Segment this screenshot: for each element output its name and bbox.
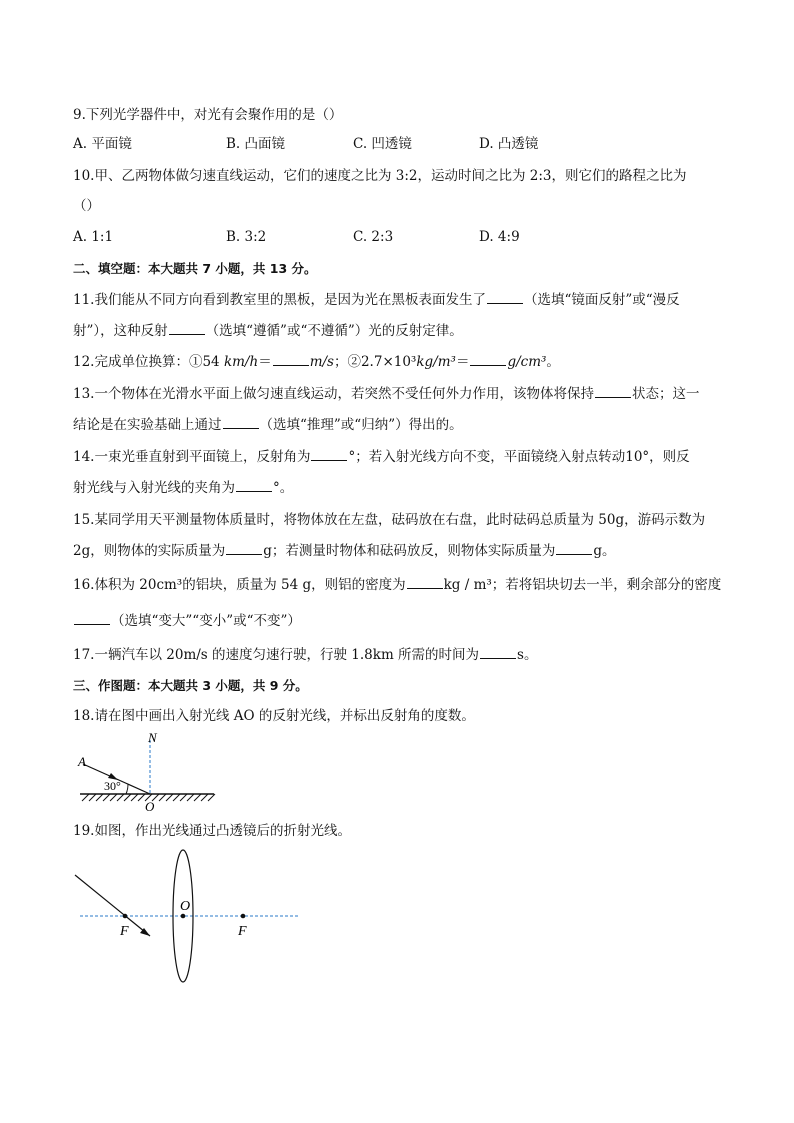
unit-g-cm3: g/cm³ bbox=[507, 354, 547, 370]
equals-sign: ＝ bbox=[258, 354, 272, 370]
angle-arc bbox=[126, 784, 128, 794]
question-11-line1 bbox=[73, 291, 680, 309]
question-14-text-c: 射光线与入射光线的夹角为 bbox=[73, 480, 235, 496]
incident-ray bbox=[75, 875, 150, 936]
question-15-line2 bbox=[73, 542, 616, 560]
label-o: O bbox=[145, 799, 155, 814]
question-18-stem: 18.请在图中画出入射光线 AO 的反射光线，并标出反射角的度数。 bbox=[73, 708, 475, 724]
label-o: O bbox=[180, 899, 191, 914]
question-16-text-b: kg / m³；若将铝块切去一半，剩余部分的密度 bbox=[443, 577, 722, 593]
answer-blank[interactable] bbox=[407, 576, 443, 589]
question-13-line1 bbox=[73, 385, 699, 403]
question-12-text-c: ；②2.7×10³ bbox=[333, 354, 417, 370]
answer-blank[interactable] bbox=[223, 416, 259, 429]
question-16-line2 bbox=[73, 612, 301, 630]
question-14-text-b: °；若入射光线方向不变，平面镜绕入射点转动10°，则反 bbox=[348, 449, 690, 465]
answer-blank[interactable] bbox=[470, 353, 506, 366]
answer-blank[interactable] bbox=[226, 542, 262, 555]
answer-blank[interactable] bbox=[556, 542, 592, 555]
label-f-left: F bbox=[120, 924, 129, 939]
unit-km-h: km/h bbox=[223, 354, 259, 370]
question-9-stem: 9.下列光学器件中，对光有会聚作用的是（） bbox=[73, 107, 343, 123]
question-9-option-c: C. 凹透镜 bbox=[353, 136, 412, 152]
label-a: A bbox=[78, 754, 86, 769]
question-15-text-b: g；若测量时物体和砝码放反，则物体实际质量为 bbox=[263, 543, 556, 559]
angle-label: 30° bbox=[104, 779, 121, 793]
question-19-stem: 19.如图，作出光线通过凸透镜后的折射光线。 bbox=[73, 823, 351, 839]
question-10-option-d: D. 4:9 bbox=[479, 229, 520, 245]
reflection-diagram bbox=[68, 728, 228, 816]
convex-lens-diagram bbox=[68, 846, 308, 986]
optical-center bbox=[181, 914, 186, 919]
question-10-stem-line2: （） bbox=[73, 198, 100, 214]
focal-point-left bbox=[123, 914, 128, 919]
answer-blank[interactable] bbox=[169, 322, 205, 335]
question-9-option-a: A. 平面镜 bbox=[73, 136, 132, 152]
focal-point-right bbox=[241, 914, 246, 919]
question-15-line1: 15.某同学用天平测量物体质量时，将物体放在左盘，砝码放在右盘，此时砝码总质量为 50g，游码示数为 bbox=[73, 512, 706, 528]
question-17-text-a: 17.一辆汽车以 20m/s 的速度匀速行驶，行驶 1.8km 所需的时间为 bbox=[73, 647, 480, 663]
question-16-text-a: 16.体积为 20cm³的铝块，质量为 54 g，则铝的密度为 bbox=[73, 577, 406, 593]
answer-blank[interactable] bbox=[273, 353, 309, 366]
question-14-line2 bbox=[73, 479, 293, 497]
answer-blank[interactable] bbox=[487, 291, 523, 304]
section-3-title: 三、作图题：本大题共 3 小题，共 9 分。 bbox=[73, 678, 308, 693]
answer-blank[interactable] bbox=[74, 612, 110, 625]
question-15-text-a: 2g，则物体的实际质量为 bbox=[73, 543, 226, 559]
question-16-line1 bbox=[73, 576, 721, 594]
question-11-text-b: （选填“镜面反射”或“漫反 bbox=[523, 292, 680, 308]
question-9-option-d: D. 凸透镜 bbox=[479, 136, 539, 152]
question-11-text-d: （选填“遵循”或“不遵循”）光的反射定律。 bbox=[205, 323, 463, 339]
question-15-text-c: g。 bbox=[593, 543, 616, 559]
question-10-option-c: C. 2:3 bbox=[353, 229, 394, 245]
answer-blank[interactable] bbox=[480, 646, 516, 659]
answer-blank[interactable] bbox=[311, 448, 347, 461]
question-10-option-a: A. 1:1 bbox=[73, 229, 114, 245]
question-10-stem-line1: 10.甲、乙两物体做匀速直线运动，它们的速度之比为 3:2，运动时间之比为 2:3，则它们的路程之比为 bbox=[73, 168, 687, 184]
label-n: N bbox=[148, 730, 157, 745]
question-11-text-c: 射”），这种反射 bbox=[73, 323, 168, 339]
question-10-option-b: B. 3:2 bbox=[226, 229, 267, 245]
question-11-line2 bbox=[73, 322, 463, 340]
question-13-text-b: 状态；这一 bbox=[631, 386, 700, 402]
question-17-text-b: s。 bbox=[517, 647, 538, 663]
question-13-text-c: 结论是在实验基础上通过 bbox=[73, 417, 222, 433]
question-12-line bbox=[73, 353, 560, 371]
question-12-text-a: 12.完成单位换算：①54 bbox=[73, 354, 224, 370]
label-f-right: F bbox=[238, 924, 247, 939]
unit-kg-m3: kg/m³ bbox=[416, 354, 456, 370]
question-16-text-c: （选填“变大”“变小”或“不变”） bbox=[111, 613, 301, 629]
question-13-line2 bbox=[73, 416, 463, 434]
answer-blank[interactable] bbox=[236, 479, 272, 492]
section-2-title: 二、填空题：本大题共 7 小题，共 13 分。 bbox=[73, 261, 317, 276]
question-14-text-d: °。 bbox=[273, 480, 294, 496]
question-14-text-a: 14.一束光垂直射到平面镜上，反射角为 bbox=[73, 449, 311, 465]
question-13-text-d: （选填“推理”或“归纳”）得出的。 bbox=[259, 417, 463, 433]
equals-sign: ＝ bbox=[455, 354, 470, 370]
question-17-line bbox=[73, 646, 537, 664]
question-13-text-a: 13.一个物体在光滑水平面上做匀速直线运动，若突然不受任何外力作用，该物体将保持 bbox=[73, 386, 594, 402]
question-11-text-a: 11.我们能从不同方向看到教室里的黑板，是因为光在黑板表面发生了 bbox=[73, 292, 486, 308]
unit-m-s: m/s bbox=[309, 354, 334, 370]
question-9-option-b: B. 凸面镜 bbox=[226, 136, 286, 152]
question-14-line1 bbox=[73, 448, 690, 466]
period: 。 bbox=[546, 354, 560, 370]
answer-blank[interactable] bbox=[595, 385, 631, 398]
